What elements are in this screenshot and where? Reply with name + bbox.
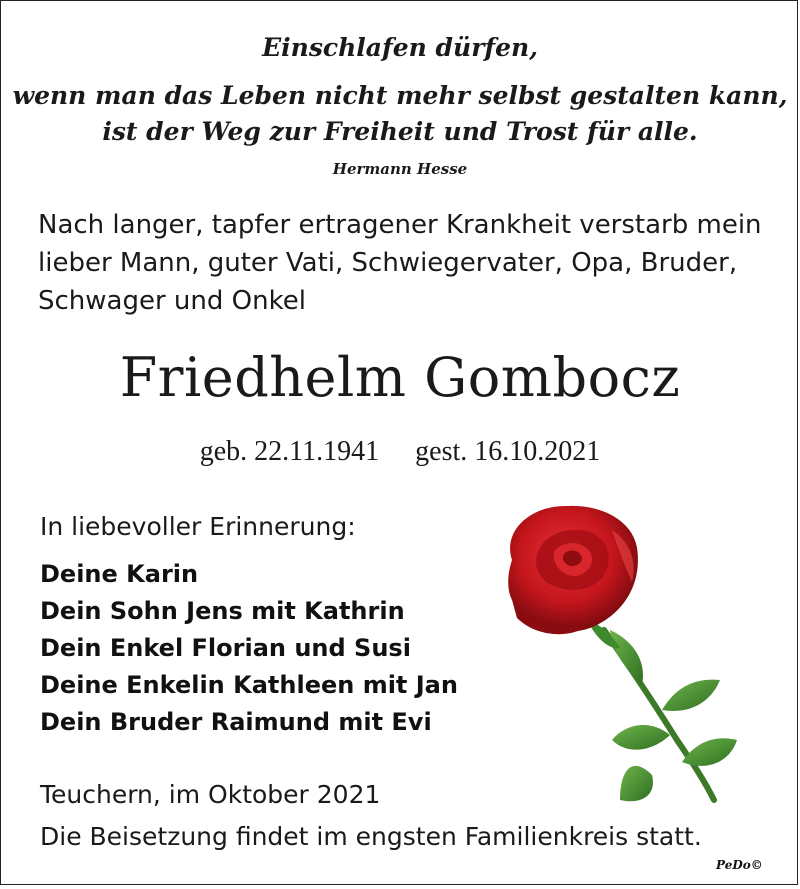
quote-line-2: wenn man das Leben nicht mehr selbst gestalten kann, — [12, 81, 788, 110]
burial-notice: Die Beisetzung findet im engsten Familienkreis statt. — [40, 822, 702, 851]
publisher-signature: PeDo© — [716, 858, 763, 872]
memory-heading: In liebevoller Erinnerung: — [40, 512, 356, 541]
deceased-name: Friedhelm Gombocz — [119, 346, 681, 409]
life-dates — [0, 436, 800, 468]
intro-line-2: lieber Mann, guter Vati, Schwiegervater, Opa, Bruder, — [38, 248, 738, 278]
quote-author: Hermann Hesse — [332, 160, 468, 178]
intro-line-3: Schwager und Onkel — [38, 286, 306, 316]
birth-date: geb. 22.11.1941 — [199, 436, 380, 467]
quote-line-3: ist der Weg zur Freiheit und Trost für alle. — [102, 117, 698, 146]
mourner-list — [40, 556, 458, 741]
death-date: gest. 16.10.2021 — [415, 436, 601, 467]
intro-text — [38, 206, 778, 320]
place-and-date: Teuchern, im Oktober 2021 — [40, 780, 381, 809]
mourner-name: Dein Bruder Raimund mit Evi — [40, 708, 432, 736]
quote-line-1: Einschlafen dürfen, — [262, 33, 538, 62]
mourner-name: Dein Sohn Jens mit Kathrin — [40, 597, 405, 625]
mourner-name: Deine Karin — [40, 560, 199, 588]
mourner-name: Dein Enkel Florian und Susi — [40, 634, 411, 662]
red-rose-icon — [492, 500, 742, 820]
intro-line-1: Nach langer, tapfer ertragener Krankheit verstarb mein — [38, 210, 762, 240]
mourner-name: Deine Enkelin Kathleen mit Jan — [40, 671, 458, 699]
